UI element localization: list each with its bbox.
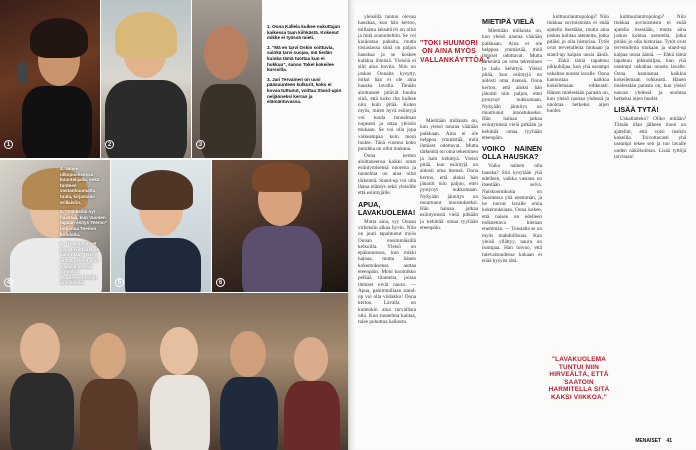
- col3-paragraph-1: Mietitään millaista on, kun yleisö nauraa väärään paikkaan. Aina ei ole helppoa ymmärtää, mitä ihmiset odottavat. Mutta tärkeintä on oma tekeminen ja halu kehittyä. Yleisö pitää, kun esiintyjä on aidosti oma itsensä. Oona kertoo, että aluksi hän jännitti niin paljon, ettei pystynyt nukkumaan. Nykyään jännitys on muuttunut innostukseksi. Hän haluaa jatkaa esiintymistä vielä pitkään ja kehittää omaa tyyliään eteenpäin.: [482, 28, 542, 142]
- text-column-4: [547, 14, 609, 314]
- heading-apua: APUA, LAVAKUOLEMA!: [358, 199, 416, 217]
- heading-lisaa: LISÄÄ TYTÄ!: [614, 105, 659, 115]
- caption-4: 4. Jamie ulkopuolisessa kuuntelijalla, sekä tunteen vastanhuomattu tuula, kirjastaan erillaisiin.: [60, 166, 100, 205]
- badge-5: 5: [115, 278, 124, 287]
- caption-6: 6. "Tuskastatinet kavut kriittiiset on sanontaa; Teikon tuttaa pelkkä joo!" Kadalla kasvat varastoa Vuodenvoltteihin tunnelmaa.: [60, 241, 100, 286]
- caption-1: 1. Oona Kallela kuikee nukuttajan kaikessa taan kiihkästä. Kokenut mikke ei työssä mieti.: [267, 24, 341, 41]
- photo-comedian-microphone: [0, 0, 100, 158]
- col5-paragraph-2: Uskallatteko? Oliko mitään? Tämän illan jälkeen moni on ajatellut, että voisi itsekin kokeilla. Toivottavasti yhä useampi tekee sen ja tuo lavalle uuden näkökulman. Lisää tyttöjä tarvitaan!: [614, 116, 686, 160]
- heading-voiko: VOIKO NAINEN OLLA HAUSKA?: [482, 144, 542, 162]
- badge-4: 4: [4, 278, 13, 287]
- text-column-2: [420, 118, 478, 444]
- col2-paragraph-1: Mietitään millaista on, kun yleisö nauraa väärään paikkaan. Aina ei ole helppoa ymmärtää, mitä ihmiset odottavat. Mutta tärkeintä on oma tekeminen ja halu kehittyä. Yleisö pitää, kun esiintyjä on aidosti oma itsensä. Oona kertoo, että aluksi hän jännitti niin paljon, ettei pystynyt nukkumaan. Nykyään jännitys on muuttunut innostukseksi. Hän haluaa jatkaa esiintymistä vielä pitkään ja kehittää omaa tyyliään eteenpäin.: [420, 118, 478, 232]
- badge-2: 2: [105, 140, 114, 149]
- col1-paragraph-1: yleisöllä tuntuu olevan hauskaa, kun hän kertoo, millaista laksatiivit on ollut ja mitä suunniteltiin. Se voi kuulostaa pahalta, mutta tosiasiassa siinä on paljon hauskaa ja se koskee kaikkia ihmisiä. Yleisöä ei silti aina huvita. Niin on joskus Oonalta kysytty, miksi hän ei ole aina hauska lavalla. Tänään aloittaneet pitävät huolta siitä, että koko ilta kulkee niin kuin pitää. Kuten myös, miten hyvä esiintyjä voi luoda tunnelman nopeasti ja ottaa yleisön mukaan. Se voi olla jopa vaikeampaa kuin moni luulee. Tänä vuonna koko porukka on ollut mukana.: [358, 14, 416, 153]
- right-page: [348, 0, 696, 450]
- captions-top: [267, 24, 343, 109]
- text-column-5: [614, 14, 686, 432]
- col1-paragraph-2: Oona kertoo aloittaneensa kaikki omat esiintymisensä nuorena ja tunnelma on aina ollut tärkeintä. Stand-up voi olla ihana elämys sekä yleisölle että esiintyjälle.: [358, 152, 416, 197]
- col5-paragraph-1: kulttuuriantropologi? Niin tiukkaa sovinismista ei enää ajatella itsestään, mutta aina joskus kohtaa asenteita, jotka pitäisi jo olla historiaa. Tytöt ovat tervetulleita mukaan ja stand-up kaipaa uusia ääniä. — Ehkä tämä tapahtuu pikkuhiljaa, kun yhä useampi uskaltaa nousta lavalle. Oona kannustaa kaikkia kokeilemaan rohkeasti. Hänen mielestään parasta on, kun yleisö nauraa yhdessä ja unohtaa hetkeksi arjen huolet.: [614, 14, 686, 102]
- col3-paragraph-2: Voiko nainen olla hauska? Sitä kysytään yhä edelleen, vaikka vastaus on itsestään selvä. Naiskoomikoita on Suomessa yhä enemmän, ja he tuovat lavalle omia kokemuksiaan. Oona kokee, että naisen on edelleen todistettava hieman enemmän. — Toisaalta se on myös mahdollisuus. Kun yleisö yllättyy, nauru on isompaa. Hän toivoo, että tulevaisuudessa kukaan ei enää kysyisi tätä.: [482, 163, 542, 264]
- captions-bottom-overlay: [60, 166, 108, 290]
- pullquote-bottom: "LAVAKUOLEMA TUNTUI NIIN HIRVEÄLTÄ, ETTÄ SAATOIN HARMITELLA SITÄ KAKSI VIIKKOA.": [548, 356, 610, 401]
- text-column-3: [482, 14, 542, 444]
- folio-magazine: [635, 438, 672, 444]
- photo-woman-bright: [111, 160, 211, 292]
- text-column-1: [358, 14, 416, 444]
- pullquote-top: "TOKI HUUMORI ON AINA MYÖS VALLANKÄYTTÖÄ.": [420, 40, 490, 64]
- col1-paragraph-3: Mutta aina, syy Oonan virheisiin alkaa hyvin. Niin on juuri tapahtunut myös Oonan ensimmäisillä keikoilla. Yleisö on epäkunnossa, kun mikki hajoaa, mutta hänen kokemuksensa auttaa eteenpäin. Moni koomikko pelkää tilanteita, joissa ihmiset eivät naura. — Apua, pahimmillaan stand-up voi olla viidakko! Oona kertoo. Lavalla on kuitenkin aina turvallista olla. Kun tunnelma kantaa, tulee puhuttua kaikesta.: [358, 218, 416, 326]
- photo-audience-group: [0, 293, 348, 450]
- col4-paragraph-1: kulttuuriantropologi? Niin tiukkaa sovinismista ei enää ajatella itsestään, mutta aina joskus kohtaa asenteita, jotka pitäisi jo olla historiaa. Tytöt ovat tervetulleita mukaan ja stand-up kaipaa uusia ääniä. — Ehkä tämä tapahtuu pikkuhiljaa, kun yhä useampi uskaltaa nousta lavalle. Oona kannustaa kaikkia kokeilemaan rohkeasti. Hänen mielestään parasta on, kun yleisö nauraa yhdessä ja unohtaa hetkeksi arjen huolet.: [547, 14, 609, 115]
- caption-2: 2. "Mä en tarvi Oskin soittuvia, sainkä tarvi suojaa, mä tiedän kuinka tämä tuottaa kun ei hukkuu", sanoo Tokel kokeilee kurssilla.: [267, 44, 334, 73]
- photo-performer-blonde: [101, 0, 191, 158]
- caption-5: 5. "Sähkeillä nyt haastaa, kun Vuoden tapaan esitys Teemo" tarkistaa Teenon kohdalta.: [60, 209, 108, 237]
- photo-bald-comedian: [192, 0, 262, 158]
- page-number: 41: [666, 438, 672, 444]
- photo-man-stage: [212, 160, 348, 292]
- badge-6: 6: [216, 278, 225, 287]
- badge-3: 3: [196, 140, 205, 149]
- caption-3: 3. Jari Tervainen on uusi pääsuunteen kulkurit, koko ei kovaa tuttunut, voittaa Stand-upin neljänneksi kerran ja elämäntuvassa.: [267, 76, 342, 105]
- heading-mietipa: MIETIPÄ VIELÄ: [482, 17, 535, 26]
- folio-text: MENAISET: [635, 438, 662, 444]
- badge-1: 1: [4, 140, 13, 149]
